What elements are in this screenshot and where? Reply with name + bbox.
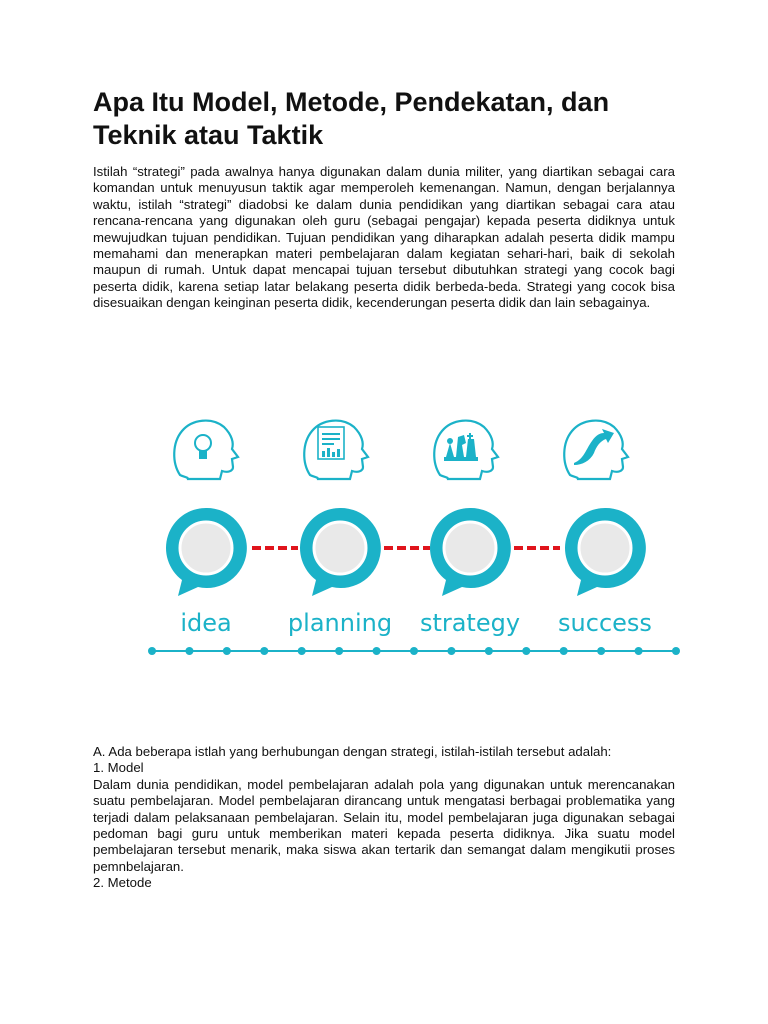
stage-marker-planning xyxy=(300,508,381,596)
intro-paragraph: Istilah “strategi” pada awalnya hanya digunakan dalam dunia militer, yang diartikan sebagai cara komandan untuk menuyusun taktik agar memperoleh kemenangan. Namun, dengan berjalannya waktu, istilah “strategi” diadobsi ke dalam dunia pendidikan yang diartikan sebagai cara atau rencana-rencana yang digunakan oleh guru (sebagai pengajar) kepada peserta didiknya untuk mewujudkan tujuan pendidikan. Tujuan pendidikan yang diharapkan adalah peserta didik mampu memahami dan menerapkan materi pembelajaran dalam kegiatan sehari-hari, baik di sekolah maupun di rumah. Untuk dapat mencapai tujuan tersebut dibutuhkan strategi yang cocok bagi peserta didik, karena setiap latar belakang peserta didik berbeda-beda. Strategi yang cocok bisa disesuaikan dengan keinginan peserta didik, kecenderungan peserta didik dan lain sebagainya. xyxy=(93,164,675,311)
page-title: Apa Itu Model, Metode, Pendekatan, dan Teknik atau Taktik xyxy=(93,87,610,150)
timeline-dot xyxy=(260,647,268,655)
stage-label-planning: planning xyxy=(287,609,393,637)
timeline-dot xyxy=(185,647,193,655)
lightbulb-head-icon xyxy=(174,421,238,479)
stage-marker-success xyxy=(565,508,646,596)
timeline-dot xyxy=(635,647,643,655)
timeline-dot xyxy=(223,647,231,655)
timeline-dot xyxy=(447,647,455,655)
timeline-dot xyxy=(597,647,605,655)
item-metode-heading: 2. Metode xyxy=(93,875,152,891)
timeline-dot xyxy=(560,647,568,655)
item-model-heading: 1. Model xyxy=(93,760,144,776)
timeline-dot xyxy=(373,647,381,655)
timeline-dot xyxy=(298,647,306,655)
timeline-track xyxy=(148,647,680,655)
timeline-dot xyxy=(485,647,493,655)
timeline-dot xyxy=(522,647,530,655)
document-chart-head-icon xyxy=(304,421,368,479)
stage-label-idea: idea xyxy=(180,609,232,637)
timeline-dot xyxy=(410,647,418,655)
stage-marker-idea xyxy=(166,508,247,596)
section-a-intro: A. Ada beberapa istlah yang berhubungan dengan strategi, istilah-istilah tersebut adalah: xyxy=(93,744,612,759)
section-a xyxy=(93,744,675,892)
timeline-dot xyxy=(335,647,343,655)
arrow-up-head-icon xyxy=(564,421,628,479)
item-model-body: Dalam dunia pendidikan, model pembelajaran adalah pola yang digunakan untuk merencanakan suatu pembelajaran. Model pembelajaran dirancang untuk mengatasi berbagai problematika yang terjadi dalam pelaksanaan pembelajaran. Selain itu, model pembelajaran juga digunakan sebagai pedoman bagi guru untuk memberikan materi kepada peserta didiknya. Jika suatu model pembelajaran tersebut menarik, maka siswa akan tertarik dan semangat dalam mengikutii proses pemnbelajaran. xyxy=(93,776,675,874)
chess-head-icon xyxy=(434,421,498,479)
timeline-dot xyxy=(148,647,156,655)
stage-label-success: success xyxy=(558,609,652,637)
stage-label-strategy: strategy xyxy=(419,609,521,637)
strategy-infographic xyxy=(140,405,688,667)
timeline-dot xyxy=(672,647,680,655)
stage-marker-strategy xyxy=(430,508,511,596)
